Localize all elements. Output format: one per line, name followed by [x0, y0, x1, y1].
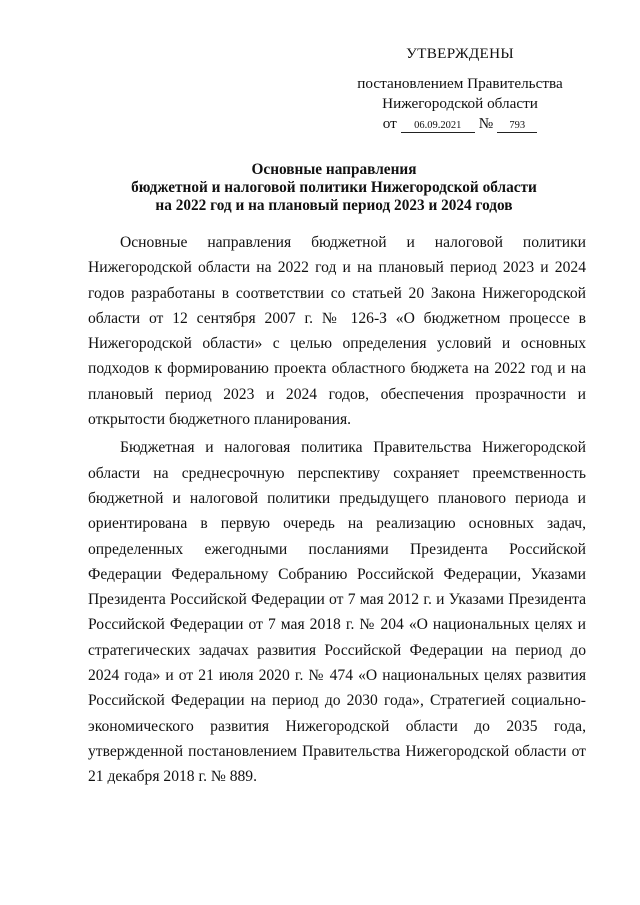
number-prefix: №: [478, 115, 494, 132]
document-body: [88, 230, 586, 790]
approval-line-2: Нижегородской области: [382, 95, 538, 112]
title-line-1: Основные направления: [251, 161, 417, 178]
paragraph-2: Бюджетная и налоговая политика Правительства Нижегородской области на среднесрочную перспективу сохраняет преемственность бюджетной и налоговой политики предыдущего планового периода и ориентирована в первую очередь на реализацию основных задач, определенных ежегодными посланиями Президента Российской Федерации Федеральному Собранию Российской Федерации, Указами Президента Российской Федерации от 7 мая 2012 г. и Указами Президента Российской Федерации от 7 мая 2018 г. № 204 «О национальных целях и стратегических задачах развития Российской Федерации на период до 2024 года» и от 21 июля 2020 г. № 474 «О национальных целях развития Российской Федерации на период до 2030 года», Стратегией социально-экономического развития Нижегородской области до 2035 года, утвержденной постановлением Правительства Нижегородской области от 21 декабря 2018 г. № 889.: [88, 439, 586, 786]
approval-stamp: [340, 44, 580, 134]
approval-number: 793: [497, 120, 537, 133]
document-title: [60, 161, 608, 215]
date-prefix: от: [382, 115, 397, 132]
approval-date-row: [340, 114, 580, 134]
approval-title: УТВЕРЖДЕНЫ: [406, 45, 514, 62]
approval-date: 06.09.2021: [401, 120, 475, 133]
paragraph-1: Основные направления бюджетной и налоговой политики Нижегородской области на 2022 год и на плановый период 2023 и 2024 годов разработаны в соответствии со статьей 20 Закона Нижегородской области от 12 сентября 2007 г. № 126-З «О бюджетном процессе в Нижегородской области» с целью определения условий и основных подходов к формированию проекта областного бюджета на 2022 год и на плановый период 2023 и 2024 годов, обеспечения прозрачности и открытости бюджетного планирования.: [88, 234, 586, 429]
approval-line-1: постановлением Правительства: [357, 75, 563, 92]
title-line-2: бюджетной и налоговой политики Нижегородской области: [131, 179, 537, 196]
title-line-3: на 2022 год и на плановый период 2023 и 2024 годов: [155, 197, 513, 214]
